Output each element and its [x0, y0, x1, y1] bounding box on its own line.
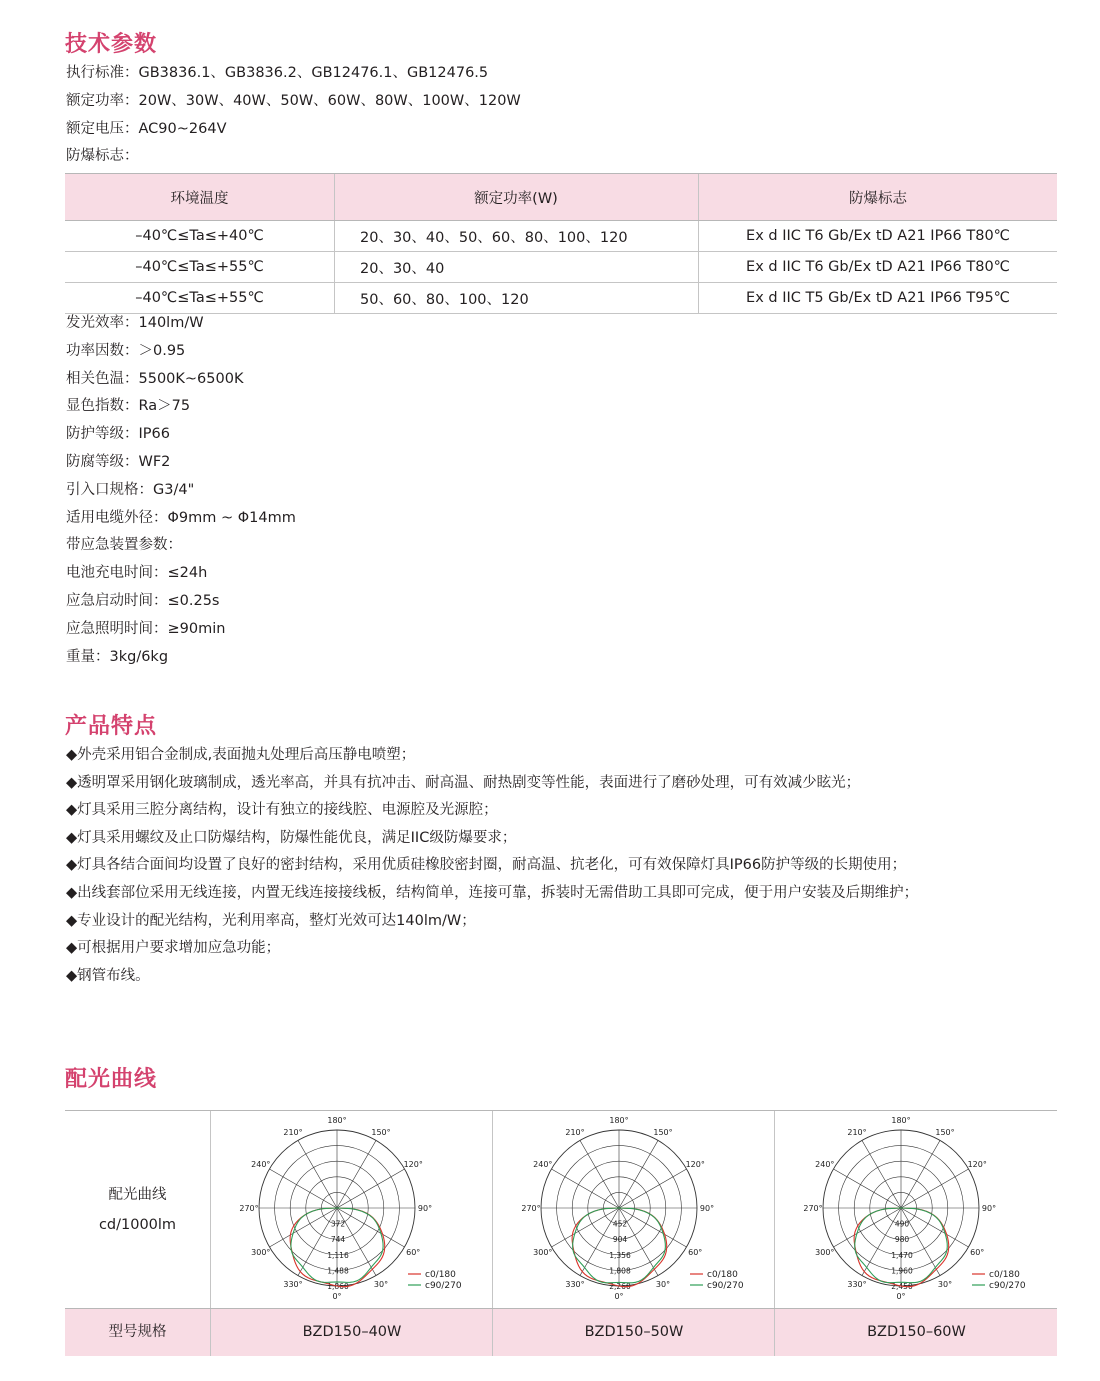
- feature-item: ◆透明罩采用钢化玻璃制成，透光率高，并具有抗冲击、耐高温、耐热剧变等性能，表面进行了磨砂处理，可有效减少眩光；: [66, 774, 861, 791]
- radial-tick-label: 490: [894, 1219, 910, 1229]
- angle-label: 60°: [688, 1248, 703, 1257]
- polar-chart: [211, 1111, 493, 1308]
- legend-label: c90/270: [425, 1281, 462, 1291]
- spec-label: 发光效率：: [66, 315, 139, 331]
- feature-item: ◆灯具采用螺纹及止口防爆结构，防爆性能优良，满足IIC级防爆要求；: [66, 829, 517, 846]
- curve-label-line2: cd/1000lm: [98, 1216, 177, 1233]
- polar-spoke: [337, 1140, 376, 1208]
- spec-value: ≤0.25s: [167, 592, 220, 609]
- angle-label: 300°: [251, 1248, 271, 1257]
- angle-label: 330°: [565, 1280, 585, 1290]
- polar-chart-cell: [774, 1111, 1058, 1308]
- spec-label: 执行标准：: [66, 65, 139, 81]
- table-cell-power: 50、60、80、100、120: [335, 283, 699, 314]
- spec-value: GB3836.1、GB3836.2、GB12476.1、GB12476.5: [138, 65, 489, 81]
- radial-tick-label: 1,960: [891, 1266, 913, 1276]
- col-header: 额定功率(W): [335, 174, 699, 221]
- curve-label-cell: [65, 1111, 210, 1308]
- angle-label: 120°: [685, 1160, 705, 1169]
- spec-value: ≤24h: [167, 565, 208, 582]
- angle-label: 30°: [373, 1280, 389, 1290]
- polar-spoke: [269, 1169, 337, 1208]
- feature-item: ◆灯具采用三腔分离结构，设计有独立的接线腔、电源腔及光源腔；: [66, 802, 498, 819]
- angle-label: 300°: [815, 1248, 835, 1257]
- table-header: [65, 174, 1057, 221]
- spec-line: [66, 505, 296, 533]
- angle-label: 0°: [896, 1292, 906, 1301]
- feature-item: ◆灯具各结合面间均设置了良好的密封结构，采用优质硅橡胶密封圈，耐高温、抗老化，可有效保障灯具IP66防护等级的长期使用；: [66, 857, 907, 874]
- table-row: [65, 221, 1057, 252]
- polar-spoke: [298, 1140, 337, 1208]
- spec-value: Φ9mm ~ Φ14mm: [167, 509, 296, 526]
- section-title-curve: 配光曲线: [65, 1067, 158, 1092]
- spec-label: 适用电缆外径：: [66, 509, 168, 526]
- angle-label: 300°: [533, 1248, 553, 1257]
- angle-label: 270°: [803, 1204, 823, 1213]
- feature-item: ◆外壳采用铝合金制成,表面抛丸处理后高压静电喷塑；: [66, 747, 416, 763]
- radial-tick-label: 1,356: [609, 1250, 631, 1260]
- polar-spoke: [901, 1140, 940, 1208]
- radial-tick-label: 980: [894, 1235, 910, 1245]
- spec-value: 20W、30W、40W、50W、60W、80W、100W、120W: [138, 92, 521, 109]
- radial-tick-label: 1,808: [609, 1266, 631, 1276]
- spec-value: 5500K~6500K: [138, 370, 244, 387]
- radial-tick-label: 904: [612, 1235, 628, 1245]
- angle-label: 60°: [406, 1248, 421, 1257]
- polar-spoke: [901, 1169, 969, 1208]
- radial-tick-label: 1,860: [327, 1282, 349, 1291]
- angle-label: 180°: [327, 1116, 347, 1125]
- curve-label-line1: 配光曲线: [108, 1186, 167, 1203]
- spec-label: 防腐等级：: [66, 453, 139, 470]
- polar-chart-cell: [210, 1111, 493, 1308]
- polar-spoke: [580, 1140, 619, 1208]
- spec-label: 相关色温：: [66, 370, 139, 387]
- ex-mark-table: [65, 173, 1057, 314]
- spec-line: [66, 477, 296, 505]
- spec-value: 3kg/6kg: [109, 648, 169, 665]
- table-row: [65, 283, 1057, 314]
- angle-label: 330°: [283, 1280, 303, 1290]
- spec-line: [66, 421, 296, 449]
- spec-value: WF2: [138, 453, 171, 470]
- angle-label: 330°: [847, 1280, 867, 1290]
- spec-label: 功率因数：: [66, 342, 139, 359]
- spec-line: [66, 644, 296, 672]
- spec-line: [66, 588, 296, 616]
- feature-item: ◆专业设计的配光结构，光利用率高，整灯光效可达140lm/W；: [66, 912, 476, 929]
- radial-tick-label: 2,450: [891, 1282, 913, 1291]
- angle-label: 0°: [332, 1292, 342, 1301]
- spec-value: ＞0.95: [138, 342, 186, 359]
- section-title-features: 产品特点: [65, 714, 158, 739]
- spec-line: [66, 366, 296, 394]
- spec-line: [66, 393, 296, 421]
- spec-value: Ra＞75: [138, 398, 191, 415]
- angle-label: 90°: [417, 1204, 433, 1213]
- section-title-tech: 技术参数: [65, 32, 158, 57]
- angle-label: 30°: [937, 1280, 953, 1290]
- spec-list: [66, 310, 296, 671]
- polar-spoke: [619, 1140, 658, 1208]
- angle-label: 210°: [847, 1127, 867, 1137]
- table-body: [65, 221, 1057, 314]
- polar-spoke: [337, 1169, 405, 1208]
- feature-list: [66, 742, 918, 990]
- polar-spoke: [619, 1169, 687, 1208]
- spec-value: 140lm/W: [138, 315, 204, 331]
- angle-label: 240°: [533, 1160, 553, 1169]
- angle-label: 120°: [403, 1160, 423, 1169]
- polar-spoke: [901, 1208, 969, 1247]
- angle-label: 90°: [699, 1204, 715, 1213]
- radial-tick-label: 744: [330, 1235, 346, 1245]
- spec-label: 引入口规格：: [66, 481, 153, 498]
- polar-spoke: [862, 1140, 901, 1208]
- polar-chart: [775, 1111, 1058, 1308]
- feature-item: ◆出线套部位采用无线连接，内置无线连接接线板，结构简单，连接可靠，拆装时无需借助工具即可完成，便于用户安装及后期维护；: [66, 884, 919, 901]
- radial-tick-label: 1,470: [891, 1250, 913, 1260]
- table-cell-temp: –40℃≤Ta≤+55℃: [65, 252, 335, 283]
- angle-label: 180°: [609, 1116, 629, 1125]
- angle-label: 210°: [283, 1127, 303, 1137]
- angle-label: 270°: [239, 1204, 259, 1213]
- polar-spoke: [551, 1208, 619, 1247]
- col-header: 环境温度: [65, 174, 335, 221]
- spec-label: 额定功率：: [66, 92, 139, 109]
- angle-label: 180°: [891, 1116, 911, 1125]
- table-cell-mark: Ex d IIC T6 Gb/Ex tD A21 IP66 T80℃: [699, 252, 1058, 283]
- spec-line: [66, 143, 521, 171]
- angle-label: 120°: [967, 1160, 987, 1169]
- polar-spoke: [269, 1208, 337, 1247]
- curve-row: [65, 1111, 1057, 1308]
- spec-line: [66, 116, 521, 144]
- model-row: [65, 1308, 1057, 1356]
- table-row: [65, 252, 1057, 283]
- spec-label: 显色指数：: [66, 398, 139, 415]
- feature-item: ◆可根据用户要求增加应急功能；: [66, 940, 281, 957]
- spec-label: 重量：: [66, 648, 110, 665]
- spec-label: 电池充电时间：: [66, 565, 168, 582]
- spec-list: [66, 60, 521, 171]
- model-cell: BZD150–60W: [774, 1309, 1058, 1356]
- polar-spoke: [833, 1169, 901, 1208]
- spec-label: 防护等级：: [66, 426, 139, 443]
- spec-line: [66, 88, 521, 116]
- legend-label: c0/180: [707, 1270, 738, 1280]
- angle-label: 150°: [935, 1127, 955, 1137]
- legend-label: c90/270: [989, 1281, 1026, 1291]
- angle-label: 60°: [970, 1248, 985, 1257]
- spec-line: [66, 560, 296, 588]
- legend-label: c0/180: [425, 1270, 456, 1280]
- spec-label: 额定电压：: [66, 120, 139, 137]
- spec-label: 防爆标志：: [66, 148, 139, 165]
- spec-label: 带应急装置参数：: [66, 537, 182, 554]
- model-cell: BZD150–50W: [492, 1309, 775, 1356]
- radial-tick-label: 372: [330, 1219, 346, 1229]
- angle-label: 210°: [565, 1127, 585, 1137]
- angle-label: 0°: [614, 1292, 624, 1301]
- spec-line: [66, 616, 296, 644]
- polar-chart: [493, 1111, 775, 1308]
- spec-line: [66, 449, 296, 477]
- table-cell-temp: –40℃≤Ta≤+40℃: [65, 221, 335, 252]
- table-cell-mark: Ex d IIC T5 Gb/Ex tD A21 IP66 T95℃: [699, 283, 1058, 314]
- angle-label: 150°: [371, 1127, 391, 1137]
- legend-label: c90/270: [707, 1281, 744, 1291]
- spec-label: 应急启动时间：: [66, 592, 168, 609]
- polar-spoke: [619, 1208, 687, 1247]
- table-cell-mark: Ex d IIC T6 Gb/Ex tD A21 IP66 T80℃: [699, 221, 1058, 252]
- spec-value: G3/4": [153, 481, 195, 498]
- model-cell: BZD150–40W: [210, 1309, 493, 1356]
- radial-tick-label: 1,116: [327, 1250, 349, 1260]
- spec-label: 应急照明时间：: [66, 620, 168, 637]
- table-cell-power: 20、30、40、50、60、80、100、120: [335, 221, 699, 252]
- col-header: 防爆标志: [699, 174, 1058, 221]
- angle-label: 270°: [521, 1204, 541, 1213]
- curve-table: [65, 1110, 1057, 1356]
- angle-label: 150°: [653, 1127, 673, 1137]
- table-cell-temp: –40℃≤Ta≤+55℃: [65, 283, 335, 314]
- polar-spoke: [551, 1169, 619, 1208]
- radial-tick-label: 1,488: [327, 1266, 349, 1276]
- spec-value: IP66: [138, 426, 170, 443]
- angle-label: 30°: [655, 1280, 671, 1290]
- radial-tick-label: 2,260: [609, 1282, 631, 1291]
- spec-line: [66, 532, 296, 560]
- spec-value: ≥90min: [167, 620, 226, 637]
- model-header: 型号规格: [108, 1324, 167, 1340]
- angle-label: 90°: [981, 1204, 997, 1213]
- radial-tick-label: 452: [612, 1219, 628, 1229]
- spec-line: [66, 338, 296, 366]
- spec-line: [66, 60, 521, 88]
- polar-chart-cell: [492, 1111, 775, 1308]
- feature-item: ◆钢管布线。: [66, 967, 150, 984]
- angle-label: 240°: [815, 1160, 835, 1169]
- table-cell-power: 20、30、40: [335, 252, 699, 283]
- angle-label: 240°: [251, 1160, 271, 1169]
- polar-spoke: [833, 1208, 901, 1247]
- spec-line: [66, 310, 296, 338]
- legend-label: c0/180: [989, 1270, 1020, 1280]
- polar-spoke: [337, 1208, 405, 1247]
- spec-value: AC90~264V: [138, 120, 227, 137]
